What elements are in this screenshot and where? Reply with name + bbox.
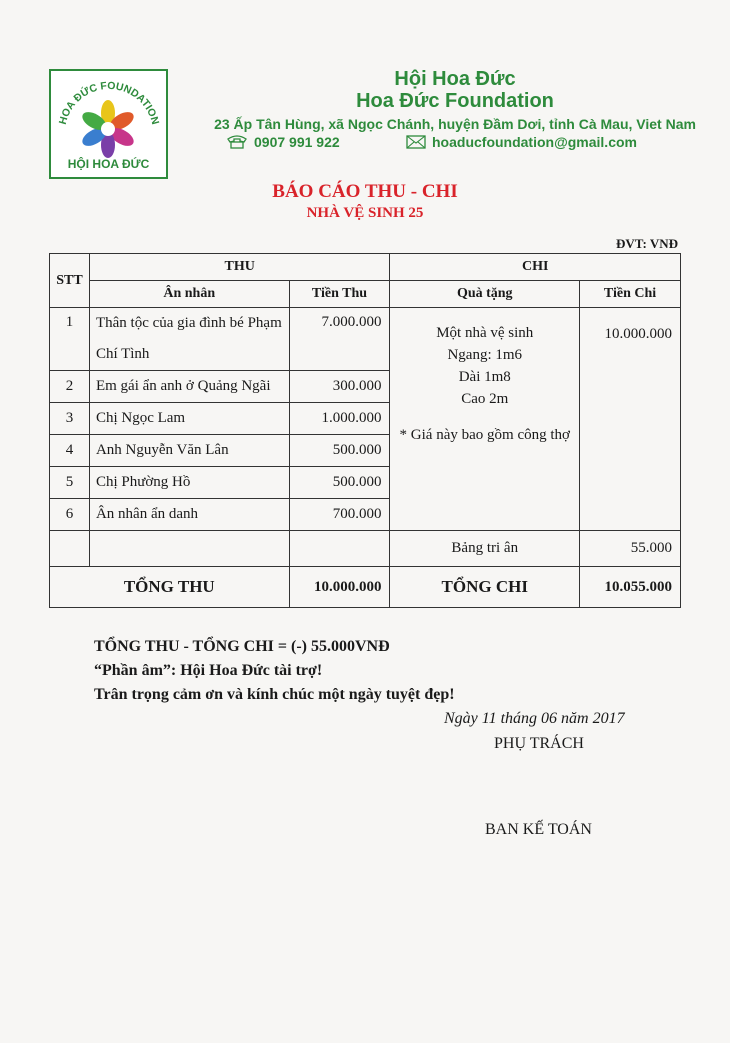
thanks-line: Trân trọng cảm ơn và kính chúc một ngày tuyệt đẹp! [94, 686, 455, 703]
row-amount: 300.000 [289, 371, 390, 403]
extra-amount: 55.000 [580, 531, 681, 567]
row-stt: 3 [50, 403, 90, 435]
report-subtitle: NHÀ VỆ SINH 25 [306, 205, 424, 221]
row-donor: Chị Phường Hồ [89, 467, 289, 499]
deficit-note: “Phần âm”: Hội Hoa Đức tài trợ! [94, 662, 323, 679]
income-expense-table [49, 253, 681, 608]
row-amount: 7.000.000 [289, 308, 390, 371]
org-header [200, 68, 710, 134]
donor-col-header: Ân nhân [89, 281, 289, 308]
foundation-logo [49, 69, 168, 179]
total-row [50, 567, 681, 608]
org-address: 23 Ấp Tân Hùng, xã Ngọc Chánh, huyện Đầm Dơi, tỉnh Cà Mau, Viet Nam [214, 116, 696, 132]
income-col-header: Tiền Thu [289, 281, 390, 308]
gift-line: Cao 2m [461, 391, 509, 407]
thu-header: THU [89, 254, 390, 281]
signer-role: PHỤ TRÁCH [494, 735, 584, 752]
table-row [50, 308, 681, 371]
report-title: BÁO CÁO THU - CHI [272, 181, 458, 202]
email-address[interactable]: hoaducfoundation@gmail.com [432, 134, 637, 150]
phone-icon [226, 135, 248, 149]
row-amount: 500.000 [289, 467, 390, 499]
row-donor: Thân tộc của gia đình bé Phạm Chí Tình [89, 308, 289, 371]
row-donor: Chị Ngọc Lam [89, 403, 289, 435]
total-expense-label: TỔNG CHI [390, 567, 580, 608]
gift-line: Dài 1m8 [458, 369, 511, 385]
row-amount: 700.000 [289, 499, 390, 531]
phone-number: 0907 991 922 [254, 134, 340, 150]
row-stt: 1 [50, 308, 90, 371]
email-contact [406, 134, 637, 150]
logo-bottom-text: HỘI HOA ĐỨC [67, 157, 150, 171]
gift-amount: 10.000.000 [580, 308, 681, 531]
row-stt: 6 [50, 499, 90, 531]
total-income: 10.000.000 [289, 567, 390, 608]
stt-header: STT [50, 254, 90, 308]
empty-cell [50, 531, 90, 567]
total-expense: 10.055.000 [580, 567, 681, 608]
gift-line: Ngang: 1m6 [447, 347, 523, 363]
gift-col-header: Quà tặng [390, 281, 580, 308]
signer-dept: BAN KẾ TOÁN [485, 821, 592, 838]
table-row [50, 531, 681, 567]
org-name-en: Hoa Đức Foundation [356, 90, 554, 112]
unit-label: ĐVT: VNĐ [616, 236, 678, 251]
report-date: Ngày 11 tháng 06 năm 2017 [444, 710, 625, 727]
empty-cell [289, 531, 390, 567]
gift-line: Một nhà vệ sinh [436, 325, 534, 341]
row-donor: Anh Nguyễn Văn Lân [89, 435, 289, 467]
expense-col-header: Tiền Chi [580, 281, 681, 308]
summary-block [94, 635, 455, 707]
extra-item: Bảng tri ân [390, 531, 580, 567]
row-amount: 500.000 [289, 435, 390, 467]
gift-note: * Giá này bao gồm công thợ [399, 427, 570, 443]
row-donor: Ân nhân ẩn danh [89, 499, 289, 531]
balance-line: TỔNG THU - TỔNG CHI = (-) 55.000VNĐ [94, 638, 390, 655]
org-name-vi: Hội Hoa Đức [394, 68, 516, 90]
mail-icon [406, 135, 426, 149]
logo-arc-text: HOA ĐỨC FOUNDATION [56, 79, 162, 126]
row-stt: 2 [50, 371, 90, 403]
phone-contact [226, 134, 340, 150]
row-stt: 5 [50, 467, 90, 499]
empty-cell [89, 531, 289, 567]
row-stt: 4 [50, 435, 90, 467]
row-amount: 1.000.000 [289, 403, 390, 435]
gift-description [390, 308, 580, 531]
row-donor: Em gái ẩn anh ở Quảng Ngãi [89, 371, 289, 403]
total-income-label: TỔNG THU [50, 567, 290, 608]
chi-header: CHI [390, 254, 681, 281]
